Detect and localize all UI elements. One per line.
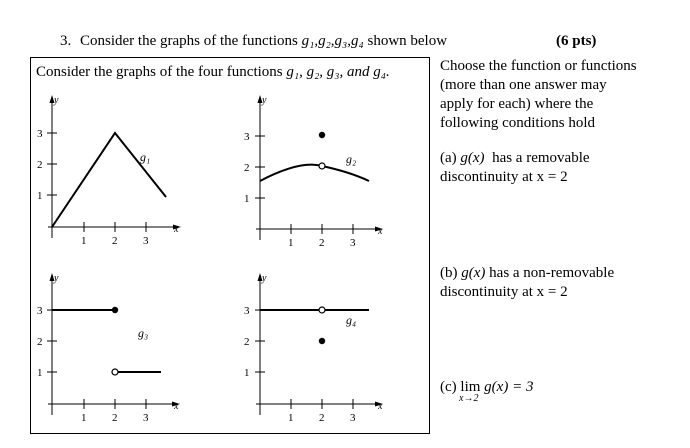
g2-xtick-label-3: 3 <box>350 237 356 249</box>
g2-curve <box>260 165 369 181</box>
g4-y-label: y <box>262 273 267 284</box>
g1-xtick-label-3: 3 <box>143 235 149 247</box>
figure-title-functions: g₁, g₂, g₃, and g₄. <box>286 64 390 80</box>
g1-ytick-label-2: 2 <box>37 159 43 171</box>
instructions-line-2: (more than one answer may <box>440 77 607 93</box>
g3-ytick-label-3: 3 <box>37 305 43 317</box>
g4-xtick-label-1: 1 <box>288 412 294 424</box>
part-c-lim-subscript: x→2 <box>459 393 479 404</box>
g3-filled-point <box>112 307 118 313</box>
graph-g1 <box>37 95 181 247</box>
g2-ytick-label-1: 1 <box>244 193 250 205</box>
question-prompt-prefix: Consider the graphs of the functions <box>80 33 298 49</box>
part-c-func: g(x) = 3 <box>484 379 534 395</box>
part-a-label: (a) <box>440 150 457 166</box>
instructions-line-3: apply for each) where the <box>440 96 594 112</box>
g3-ytick-label-1: 1 <box>37 367 43 379</box>
part-c-label: (c) <box>440 379 457 395</box>
instructions <box>440 57 637 133</box>
g3-x-label: x <box>174 401 179 412</box>
g1-y-label: y <box>54 95 59 106</box>
g4-ytick-label-2: 2 <box>244 336 250 348</box>
g3-label: g₃ <box>138 326 149 340</box>
question-functions-list: g₁,g₂,g₃,g₄ <box>301 33 364 49</box>
g2-open-point <box>319 163 325 169</box>
points-label: (6 pts) <box>556 33 597 49</box>
figure-title-prefix: Consider the graphs of the four functions <box>36 64 283 80</box>
part-a-line-2: discontinuity at x = 2 <box>440 169 568 185</box>
g3-xtick-label-1: 1 <box>81 412 87 424</box>
g2-label: g₂ <box>346 152 357 166</box>
part-a-line-1 <box>440 149 590 168</box>
g2-x-label: x <box>378 226 383 237</box>
part-b-func: g(x) <box>461 265 486 281</box>
g2-y-label: y <box>262 95 267 106</box>
g1-ytick-label-1: 1 <box>37 190 43 202</box>
part-b-text: has a non-removable <box>489 265 615 281</box>
g4-x-label: x <box>378 401 383 412</box>
g4-xtick-label-3: 3 <box>350 412 356 424</box>
g4-xtick-label-2: 2 <box>319 412 325 424</box>
g1-curve <box>52 133 166 227</box>
part-c-lim: lim <box>460 379 481 395</box>
g2-filled-point <box>319 132 325 138</box>
g4-label: g₄ <box>346 313 357 327</box>
g4-filled-point <box>319 338 325 344</box>
question-number: 3. <box>60 33 72 49</box>
part-b-label: (b) <box>440 265 458 281</box>
part-a <box>440 149 590 187</box>
graph-g4 <box>244 273 383 424</box>
graph-g3 <box>37 273 180 424</box>
part-b-line-2: discontinuity at x = 2 <box>440 284 568 300</box>
g1-x-label: x <box>174 224 179 235</box>
g1-xtick-label-2: 2 <box>112 235 118 247</box>
instructions-line-4: following conditions hold <box>440 115 595 131</box>
g2-ytick-label-3: 3 <box>244 131 250 143</box>
g2-xtick-label-1: 1 <box>288 237 294 249</box>
g3-ytick-label-2: 2 <box>37 336 43 348</box>
g4-ytick-label-1: 1 <box>244 367 250 379</box>
graph-g2 <box>244 95 383 249</box>
g3-y-label: y <box>54 273 59 284</box>
g2-xtick-label-2: 2 <box>319 237 325 249</box>
g1-xtick-label-1: 1 <box>81 235 87 247</box>
part-b <box>440 264 614 302</box>
g3-xtick-label-2: 2 <box>112 412 118 424</box>
g4-open-point <box>319 307 325 313</box>
part-c <box>440 378 533 397</box>
g1-label: g₁ <box>140 150 151 164</box>
g4-ytick-label-3: 3 <box>244 305 250 317</box>
instructions-line-1: Choose the function or functions <box>440 58 637 74</box>
g2-ytick-label-2: 2 <box>244 162 250 174</box>
g3-xtick-label-3: 3 <box>143 412 149 424</box>
part-a-text: has a removable <box>492 150 590 166</box>
part-b-line-1 <box>440 264 614 283</box>
g3-open-point <box>112 369 118 375</box>
question-prompt-suffix: shown below <box>367 33 448 49</box>
g1-ytick-label-3: 3 <box>37 128 43 140</box>
part-a-func: g(x) <box>460 150 485 166</box>
